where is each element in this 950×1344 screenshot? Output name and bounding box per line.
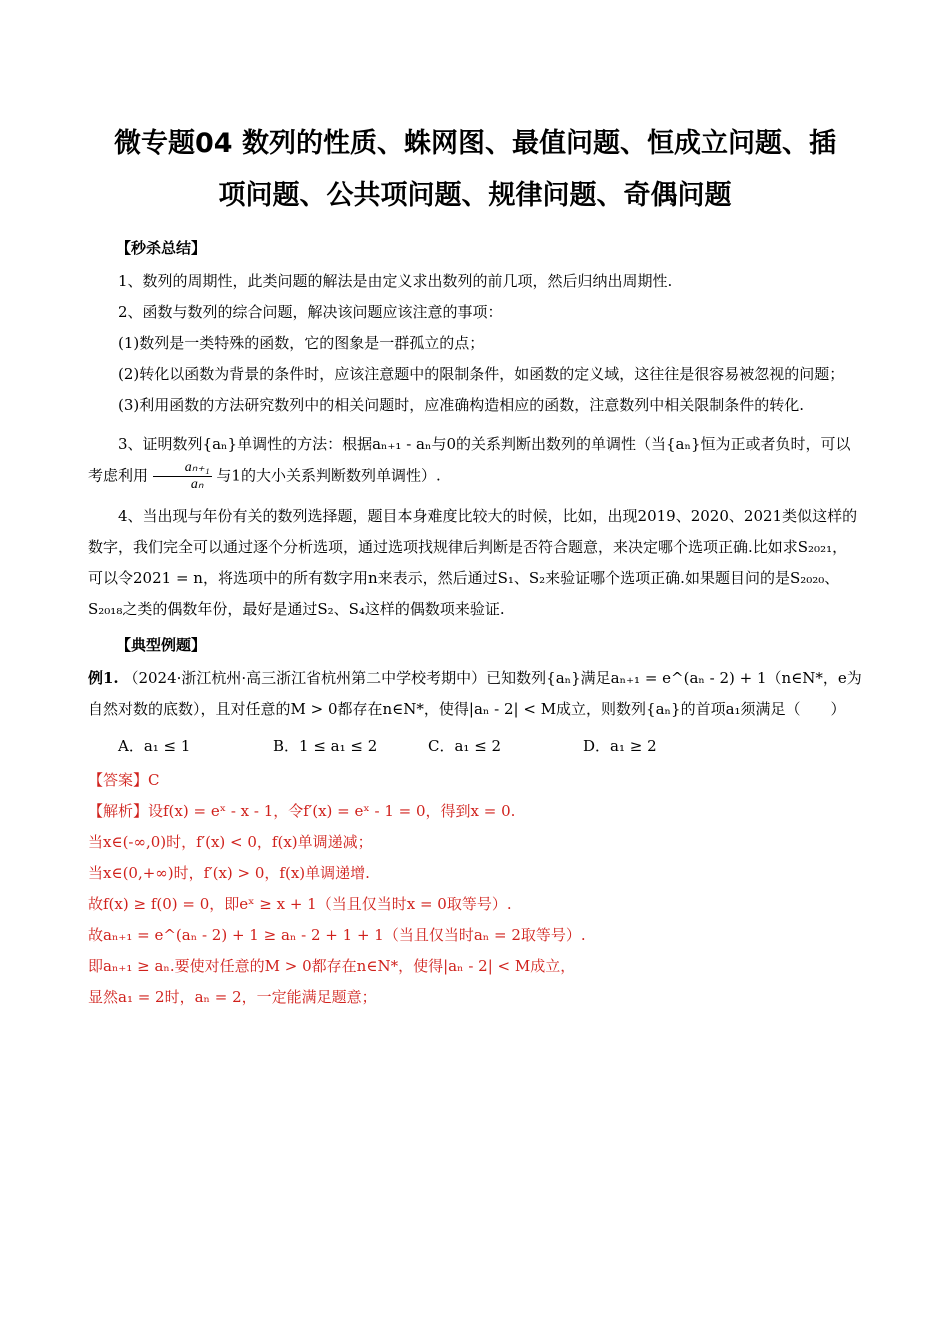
title-line-2: 项问题、公共项问题、规律问题、奇偶问题 [218, 180, 732, 211]
example-1-options [118, 729, 862, 763]
summary-heading: 【秒杀总结】 [116, 239, 207, 257]
example-1-text: （2024·浙江杭州·高三浙江省杭州第二中学校考期中）已知数列{aₙ}满足aₙ₊₁ = e^(aₙ - 2) + 1（n∈N*，e为自然对数的底数），且对任意的M > 0都存在n∈N*，使得|aₙ - 2| < M成立，则数列{aₙ}的首项a₁须满足（ ） [88, 669, 862, 718]
summary-paragraph-3 [88, 429, 862, 493]
solution-line-7: 显然a₁ = 2时，aₙ = 2，一定能满足题意； [88, 988, 377, 1006]
fraction-numerator: aₙ₊₁ [153, 460, 212, 477]
fraction-denominator: aₙ [190, 477, 204, 492]
summary-paragraph-2c: (3)利用函数的方法研究数列中的相关问题时，应准确构造相应的函数，注意数列中相关限制条件的转化. [118, 396, 805, 414]
summary-paragraph-2b: (2)转化以函数为背景的条件时，应该注意题中的限制条件，如函数的定义域，这往往是很容易被忽视的问题； [118, 365, 845, 383]
page-title [88, 118, 862, 222]
solution-line-4: 故f(x) ≥ f(0) = 0，即eˣ ≥ x + 1（当且仅当时x = 0取等号）. [88, 895, 512, 913]
option-d: D．a₁ ≥ 2 [583, 737, 657, 755]
solution-line-5: 故aₙ₊₁ = e^(aₙ - 2) + 1 ≥ aₙ - 2 + 1 + 1（当且仅当时aₙ = 2取等号）. [88, 926, 586, 944]
example-1-question [88, 663, 862, 725]
answer-line: 【答案】C [88, 771, 160, 789]
solution-line-2: 当x∈(-∞,0)时，f′(x) < 0，f(x)单调递减； [88, 833, 373, 851]
summary-paragraph-2: 2、函数与数列的综合问题，解决该问题应该注意的事项： [118, 303, 503, 321]
solution-line-1: 【解析】设f(x) = eˣ - x - 1，令f′(x) = eˣ - 1 = 0，得到x = 0. [88, 802, 516, 820]
example-1-label: 例1. [88, 669, 119, 687]
solution-line-3: 当x∈(0,+∞)时，f′(x) > 0，f(x)单调递增. [88, 864, 370, 882]
option-b: B．1 ≤ a₁ ≤ 2 [273, 737, 378, 755]
solution-line-6: 即aₙ₊₁ ≥ aₙ.要使对任意的M > 0都存在n∈N*，使得|aₙ - 2| < M成立， [88, 957, 576, 975]
summary-paragraph-3-text: 3、证明数列{aₙ}单调性的方法：根据aₙ₊₁ - aₙ与0的关系判断出数列的单调性（当{aₙ}恒为正或者负时，可以考虑利用 [88, 435, 851, 485]
examples-heading: 【典型例题】 [116, 636, 207, 654]
summary-paragraph-1: 1、数列的周期性，此类问题的解法是由定义求出数列的前几项，然后归纳出周期性. [118, 272, 673, 290]
option-a: A．a₁ ≤ 1 [118, 737, 191, 755]
ratio-fraction [153, 460, 212, 493]
summary-paragraph-3-tail: 与1的大小关系判断数列单调性）. [216, 466, 441, 485]
title-line-1: 微专题04 数列的性质、蛛网图、最值问题、恒成立问题、插 [114, 128, 836, 159]
summary-paragraph-2a: (1)数列是一类特殊的函数，它的图象是一群孤立的点； [118, 334, 485, 352]
option-c: C．a₁ ≤ 2 [428, 737, 502, 755]
summary-paragraph-4: 4、当出现与年份有关的数列选择题，题目本身难度比较大的时候，比如，出现2019、2020、2021类似这样的数字，我们完全可以通过逐个分析选项，通过选项找规律后判断是否符合题意，来决定哪个选项正确.比如求S₂₀₂₁，可以令2021 = n，将选项中的所有数字用n来表示，然后通过S₁、S₂来验证哪个选项正确.如果题目问的是S₂₀₂₀、S₂₀₁₈之类的偶数年份，最好是通过S₂、S₄这样的偶数项来验证. [88, 507, 858, 618]
